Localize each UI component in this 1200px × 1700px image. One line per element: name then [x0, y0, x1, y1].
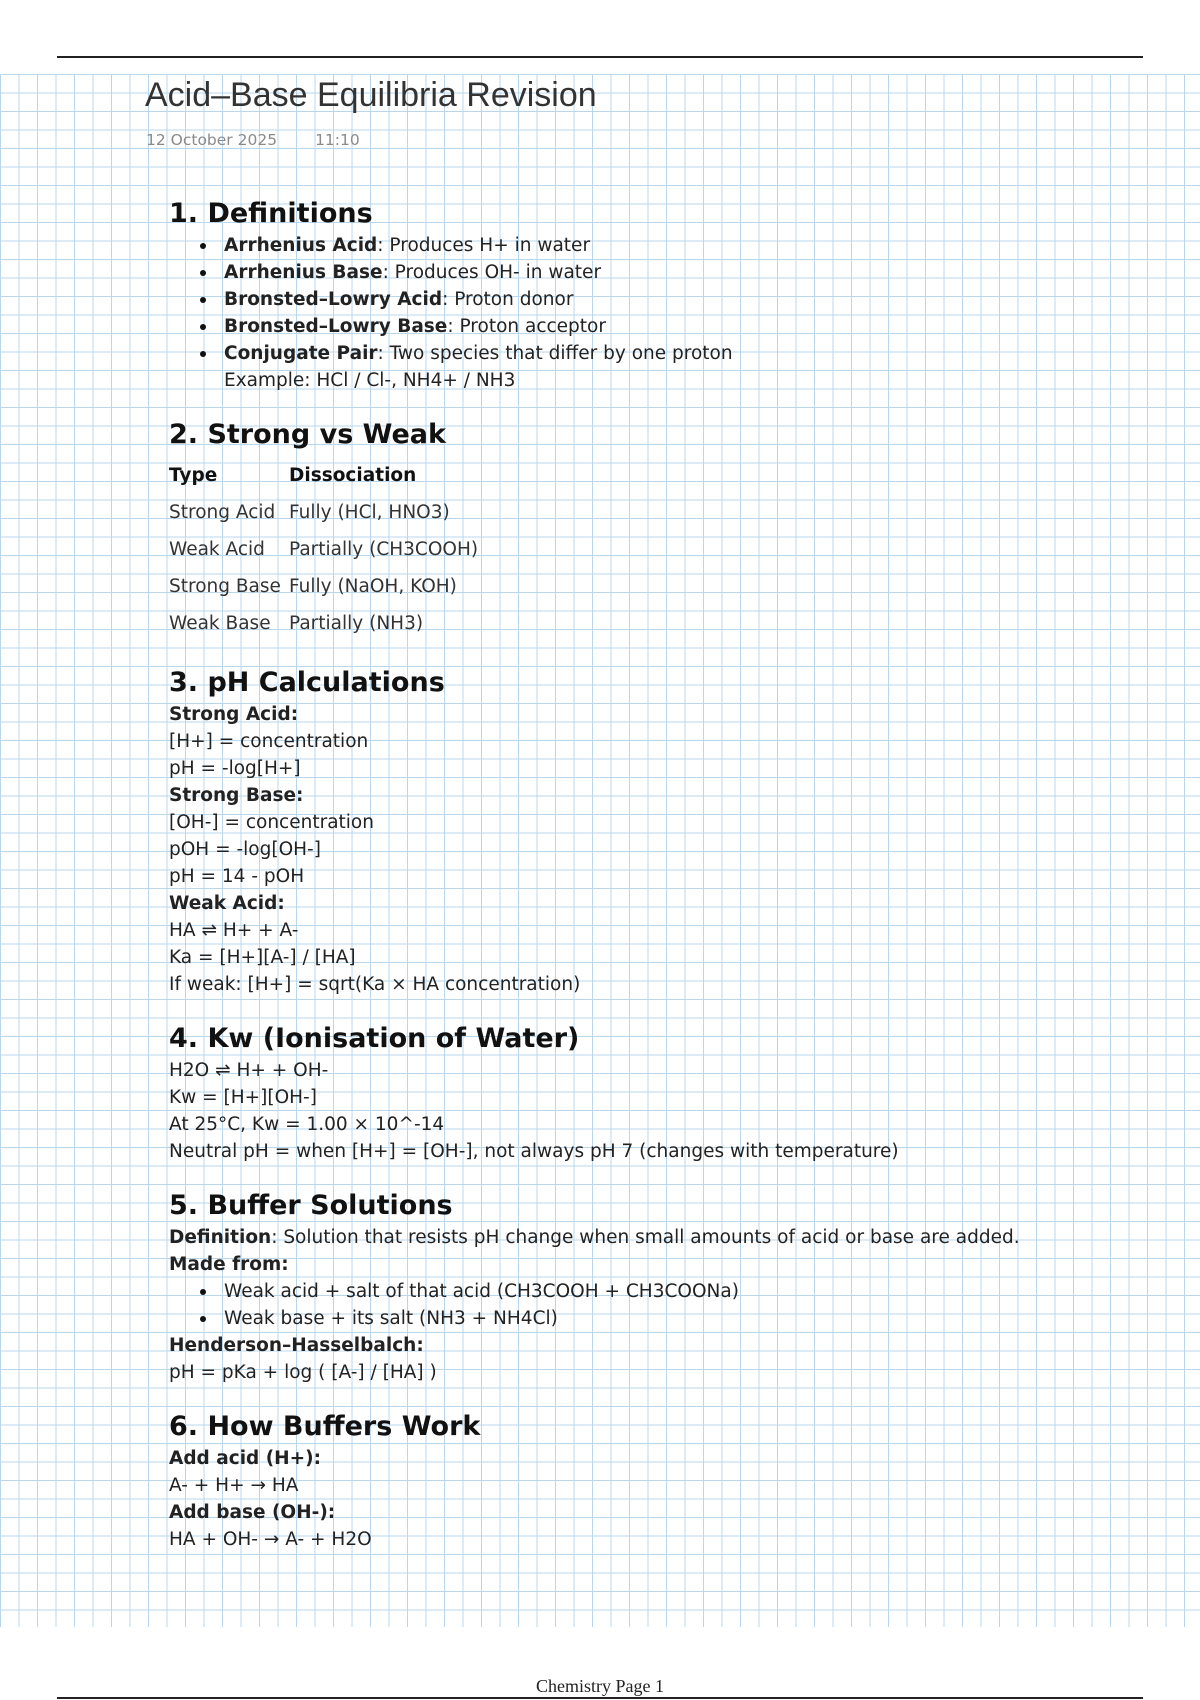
definition-text: : Produces OH- in water — [382, 262, 602, 283]
list-item — [224, 232, 1159, 259]
list-item — [224, 340, 1159, 367]
table-header-row — [169, 457, 478, 494]
formula-line: Kw = [H+][OH-] — [169, 1087, 317, 1108]
made-from-label: Made from: — [169, 1254, 289, 1275]
definition-term: Definition — [169, 1227, 272, 1248]
page-footer: Chemistry Page 1 — [536, 1676, 664, 1696]
spacer — [169, 1165, 1159, 1188]
list-item: Weak base + its salt (NH3 + NH4Cl) — [224, 1305, 1159, 1332]
made-from-list — [169, 1278, 1159, 1332]
table-cell: Weak Acid — [169, 539, 265, 560]
page-meta — [146, 131, 360, 149]
column-header: Dissociation — [289, 465, 417, 486]
formula-line: pH = pKa + log ( [A-] / [HA] ) — [169, 1362, 437, 1383]
table-cell: Weak Base — [169, 613, 271, 634]
table-row — [169, 605, 478, 642]
henderson-hasselbalch-label: Henderson–Hasselbalch: — [169, 1335, 424, 1356]
note-content — [169, 196, 1159, 1553]
definition-term: Bronsted–Lowry Acid — [224, 289, 443, 310]
definition-term: Arrhenius Base — [224, 262, 383, 283]
formula-line: A- + H+ → HA — [169, 1475, 299, 1496]
page-title: Acid–Base Equilibria Revision — [145, 76, 597, 114]
spacer — [169, 998, 1159, 1021]
definition-text: : Produces H+ in water — [377, 235, 591, 256]
formula-line: Ka = [H+][A-] / [HA] — [169, 947, 356, 968]
definition-term: Conjugate Pair — [224, 343, 378, 364]
strong-weak-table — [169, 457, 478, 642]
add-acid-label: Add acid (H+): — [169, 1448, 322, 1469]
table-cell: Strong Acid — [169, 502, 276, 523]
formula-line: At 25°C, Kw = 1.00 × 10^-14 — [169, 1114, 445, 1135]
list-item: Weak acid + salt of that acid (CH3COOH + CH3COONa) — [224, 1278, 1159, 1305]
footer-rule — [57, 1697, 1143, 1699]
definition-example: Example: HCl / Cl-, NH4+ / NH3 — [224, 370, 516, 391]
spacer — [169, 394, 1159, 417]
definition-term: Arrhenius Acid — [224, 235, 378, 256]
strong-base-label: Strong Base: — [169, 785, 304, 806]
table-row — [169, 568, 478, 605]
section-heading-buffers: 5. Buffer Solutions — [169, 1190, 453, 1221]
formula-line: HA ⇌ H+ + A- — [169, 920, 299, 941]
formula-line: pH = -log[H+] — [169, 758, 301, 779]
formula-line: If weak: [H+] = sqrt(Ka × HA concentration) — [169, 974, 581, 995]
section-heading-strong-weak: 2. Strong vs Weak — [169, 419, 446, 450]
table-cell: Partially (NH3) — [289, 613, 424, 634]
definition-text: : Solution that resists pH change when small amounts of acid or base are added. — [271, 1227, 1020, 1248]
section-heading-kw: 4. Kw (Ionisation of Water) — [169, 1023, 580, 1054]
list-item — [224, 286, 1159, 313]
formula-line: Neutral pH = when [H+] = [OH-], not always pH 7 (changes with temperature) — [169, 1141, 899, 1162]
formula-line: HA + OH- → A- + H2O — [169, 1529, 372, 1550]
column-header: Type — [169, 465, 218, 486]
table-cell: Partially (CH3COOH) — [289, 539, 479, 560]
header-rule — [57, 56, 1143, 58]
buffer-definition — [169, 1224, 1159, 1251]
table-cell: Fully (HCl, HNO3) — [289, 502, 450, 523]
definition-text: : Two species that differ by one proton — [377, 343, 733, 364]
formula-line: H2O ⇌ H+ + OH- — [169, 1060, 329, 1081]
table-row — [169, 494, 478, 531]
formula-line: pOH = -log[OH-] — [169, 839, 321, 860]
definitions-list — [169, 232, 1159, 394]
formula-line: [H+] = concentration — [169, 731, 369, 752]
spacer — [169, 642, 1159, 665]
table-row — [169, 531, 478, 568]
definition-term: Bronsted–Lowry Base — [224, 316, 448, 337]
page-date: 12 October 2025 — [146, 131, 278, 149]
strong-acid-label: Strong Acid: — [169, 704, 299, 725]
list-item — [224, 259, 1159, 286]
page-time: 11:10 — [315, 131, 360, 149]
formula-line: [OH-] = concentration — [169, 812, 374, 833]
list-item — [224, 313, 1159, 340]
weak-acid-label: Weak Acid: — [169, 893, 285, 914]
add-base-label: Add base (OH-): — [169, 1502, 336, 1523]
spacer — [169, 1386, 1159, 1409]
formula-line: pH = 14 - pOH — [169, 866, 305, 887]
section-heading-ph-calculations: 3. pH Calculations — [169, 667, 445, 698]
table-cell: Strong Base — [169, 576, 281, 597]
table-cell: Fully (NaOH, KOH) — [289, 576, 457, 597]
definition-text: : Proton donor — [442, 289, 574, 310]
section-heading-definitions: 1. Definitions — [169, 198, 373, 229]
definition-text: : Proton acceptor — [447, 316, 606, 337]
section-heading-how-buffers-work: 6. How Buffers Work — [169, 1411, 481, 1442]
